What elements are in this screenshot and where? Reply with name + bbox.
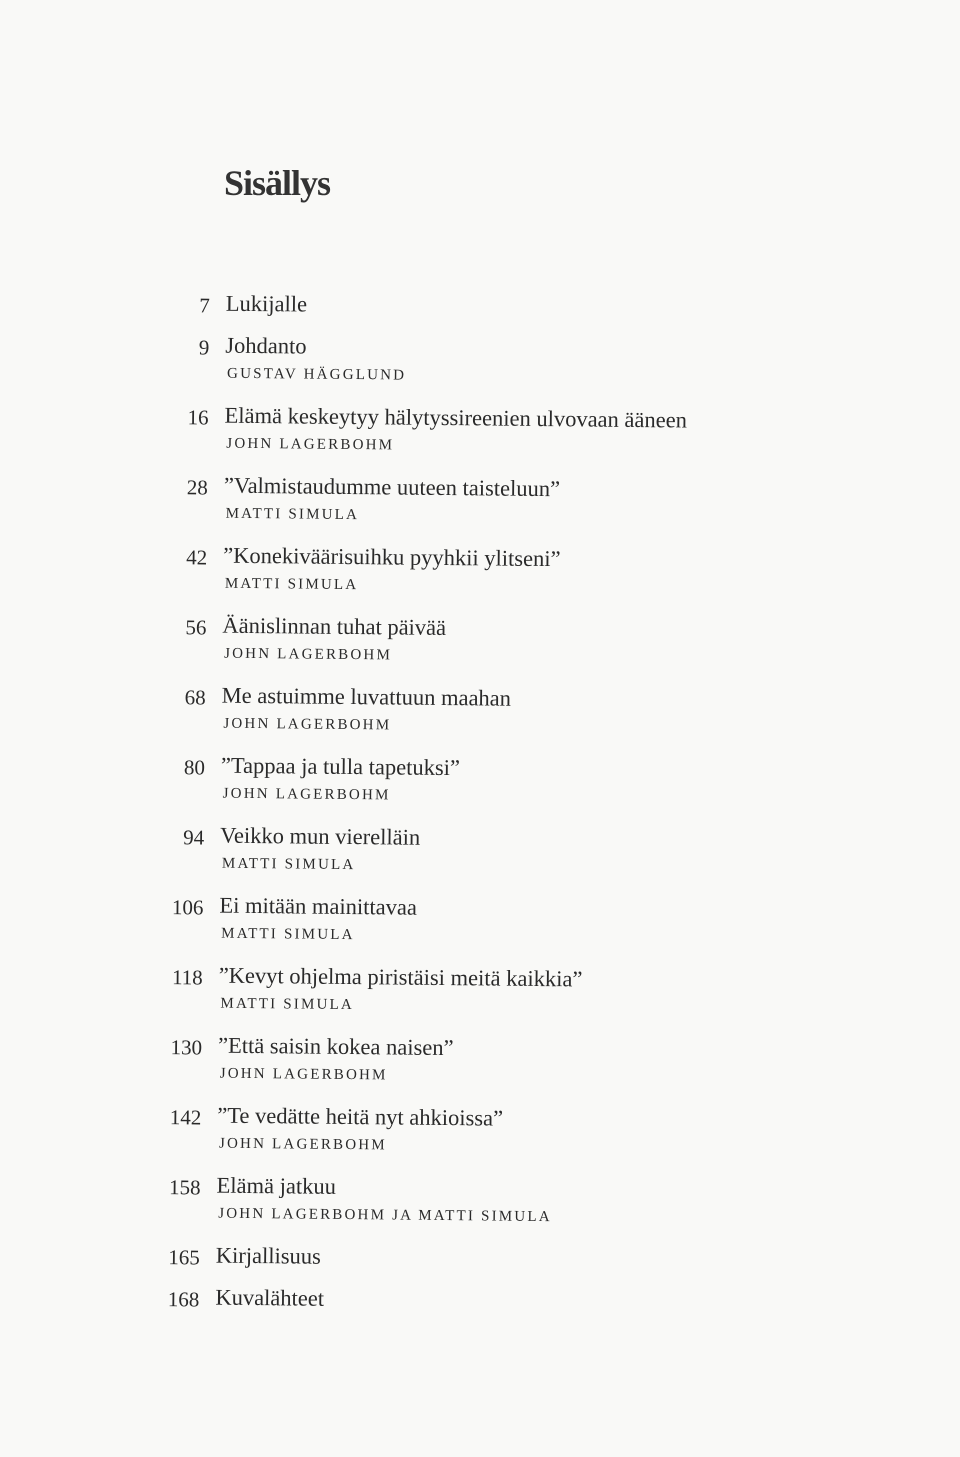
- toc-entry-title: ”Konekiväärisuihku pyyhkii ylitseni”: [223, 542, 561, 572]
- toc-entry-title: Elämä keskeytyy hälytyssireenien ulvovaan ääneen: [224, 402, 688, 433]
- toc-page-number: 118: [171, 965, 203, 990]
- toc-entry-author: JOHN LAGERBOHM: [224, 645, 393, 664]
- toc-page-number: 16: [187, 405, 209, 430]
- toc-entry-title: Kuvalähteet: [215, 1284, 325, 1311]
- toc-entry: [153, 887, 794, 964]
- toc-entry: [159, 327, 800, 404]
- toc-entry-author: JOHN LAGERBOHM: [222, 785, 391, 804]
- toc-entry: [150, 1167, 791, 1244]
- toc-page-number: 158: [168, 1175, 201, 1200]
- toc-entry: [151, 1097, 792, 1174]
- toc-entry: [160, 285, 800, 334]
- toc-entry-author: JOHN LAGERBOHM: [226, 435, 395, 454]
- toc-entry: [157, 467, 798, 544]
- toc-entry-title: Veikko mun vierelläin: [220, 822, 421, 850]
- toc-entry: [155, 677, 796, 754]
- toc-page-number: 130: [170, 1035, 203, 1060]
- toc-page-number: 94: [183, 825, 205, 850]
- toc-entry-author: MATTI SIMULA: [220, 995, 355, 1014]
- toc-page-number: 56: [185, 615, 207, 640]
- toc-entry-author: JOHN LAGERBOHM: [223, 715, 392, 734]
- toc-entry-title: Me astuimme luvattuun maahan: [221, 682, 512, 711]
- toc-entry: [150, 1237, 790, 1286]
- toc-entry: [154, 747, 795, 824]
- toc-entry-title: ”Tappaa ja tulla tapetuksi”: [220, 752, 461, 781]
- toc-page-number: 165: [168, 1245, 200, 1270]
- toc-entry-title: Lukijalle: [225, 290, 308, 317]
- toc-entry: [158, 397, 799, 474]
- toc-entry: [154, 817, 795, 894]
- toc-entry-author: MATTI SIMULA: [224, 575, 359, 594]
- toc-page-number: 28: [186, 475, 209, 500]
- toc-entry-title: ”Te vedätte heitä nyt ahkioissa”: [217, 1102, 504, 1131]
- toc-entry-author: MATTI SIMULA: [225, 505, 360, 524]
- toc-page-number: 42: [186, 545, 208, 570]
- toc-page-number: 68: [184, 685, 206, 710]
- toc-entry-title: Ei mitään mainittavaa: [219, 892, 418, 920]
- toc-entry-author: MATTI SIMULA: [221, 925, 355, 944]
- toc-entry-title: ”Että saisin kokea naisen”: [217, 1032, 454, 1061]
- toc-entry-author: JOHN LAGERBOHM JA MATTI SIMULA: [218, 1205, 552, 1226]
- toc-entry-author: MATTI SIMULA: [221, 855, 356, 874]
- toc-entry-author: JOHN LAGERBOHM: [218, 1135, 387, 1154]
- toc-entry-title: Äänislinnan tuhat päivää: [222, 612, 447, 641]
- toc-entry: [151, 1027, 792, 1104]
- toc-entry: [156, 607, 797, 684]
- toc-entry-title: Kirjallisuus: [215, 1242, 321, 1269]
- page-title: Sisällys: [224, 163, 331, 203]
- toc-entry: [157, 537, 798, 614]
- toc-entry-title: ”Kevyt ohjelma piristäisi meitä kaikkia”: [218, 962, 583, 992]
- toc-entry: [149, 1279, 789, 1328]
- table-of-contents: [149, 285, 800, 1328]
- toc-page-number: 142: [169, 1105, 202, 1130]
- toc-entry: [152, 957, 793, 1034]
- toc-page-number: 168: [167, 1287, 200, 1312]
- toc-entry-title: Johdanto: [225, 332, 307, 359]
- toc-page-number: 80: [183, 755, 206, 780]
- toc-page-number: 7: [199, 293, 210, 318]
- toc-entry-title: Elämä jatkuu: [216, 1172, 337, 1199]
- toc-page-number: 106: [171, 895, 204, 920]
- toc-entry-author: JOHN LAGERBOHM: [219, 1065, 388, 1084]
- toc-entry-author: GUSTAV HÄGGLUND: [226, 365, 407, 384]
- toc-page-number: 9: [198, 335, 210, 360]
- toc-entry-title: ”Valmistaudumme uuteen taisteluun”: [223, 472, 561, 502]
